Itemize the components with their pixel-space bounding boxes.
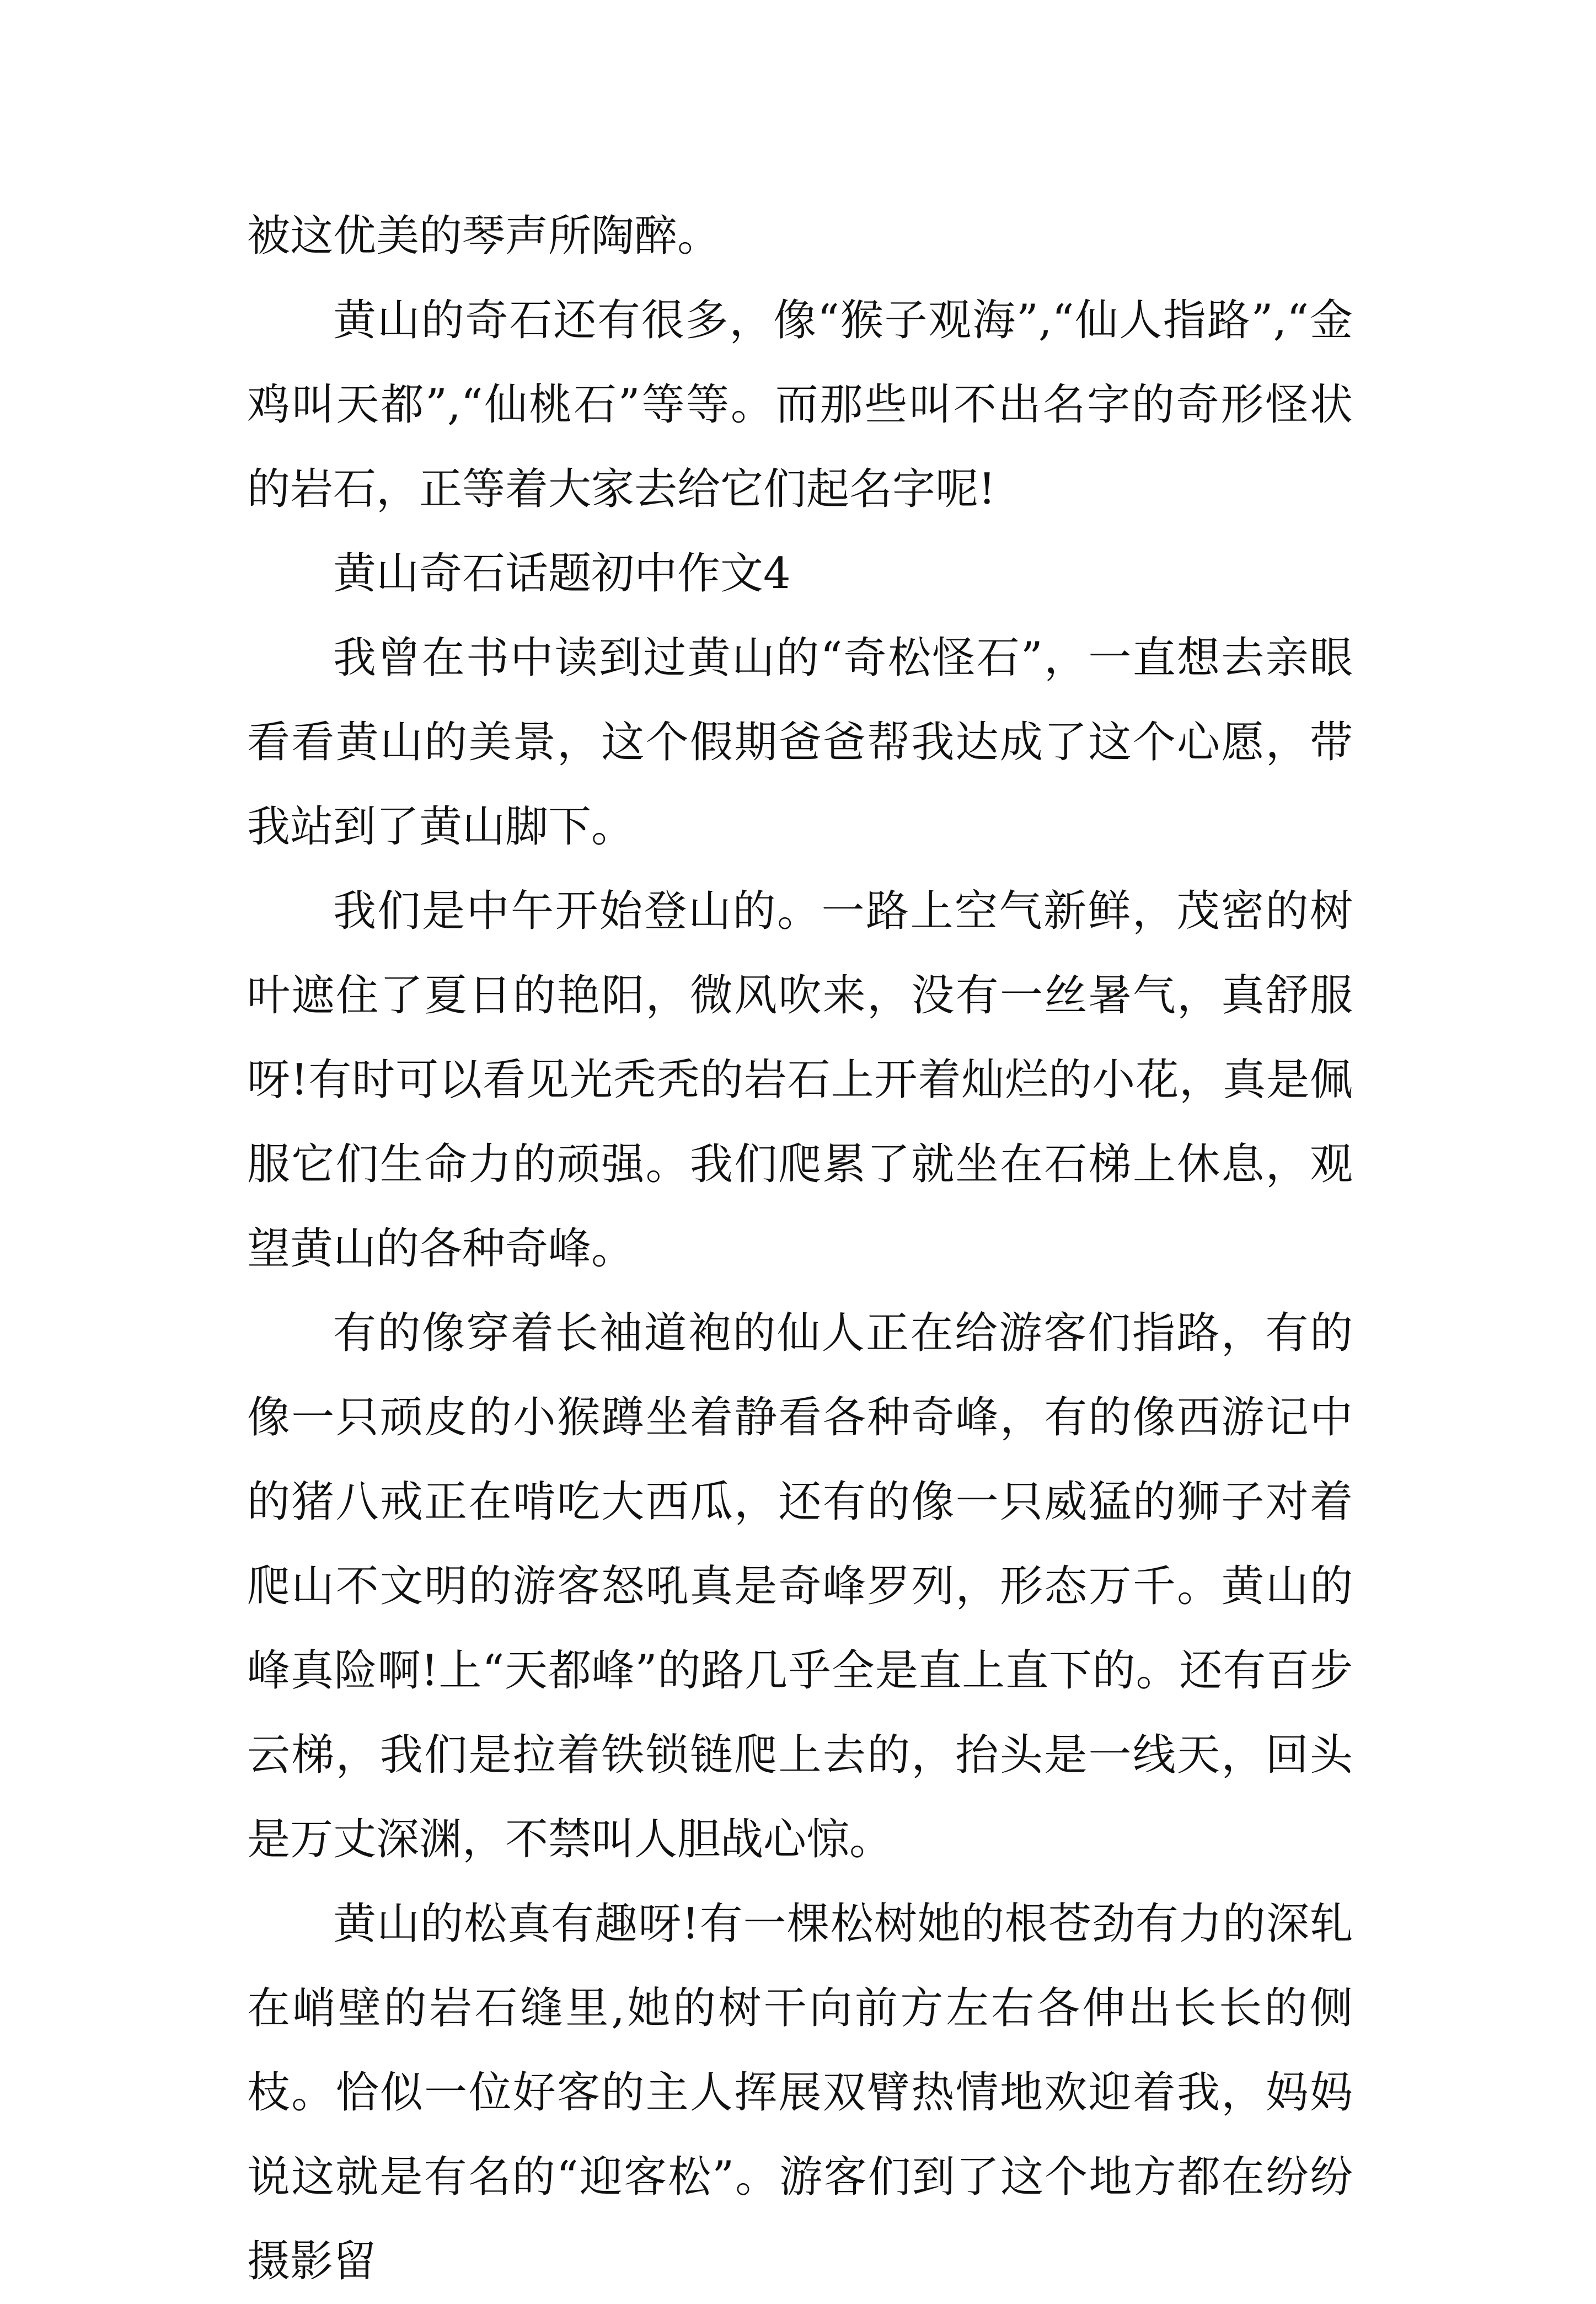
paragraph-peaks: 有的像穿着长袖道袍的仙人正在给游客们指路，有的像一只顽皮的小猴蹲坐着静看各种奇峰，有的像西游记中的猪八戒正在啃吃大西瓜，还有的像一只威猛的狮子对着爬山不文明的游客怒吼真是奇峰罗列，形态万千。黄山的峰真险啊!上“天都峰”的路几乎全是直上直下的。还有百步云梯，我们是拉着铁锁链爬上去的，抬头是一线天，回头是万丈深渊，不禁叫人胆战心惊。 [247,1308,1353,1864]
essay-title-4: 黄山奇石话题初中作文4 [333,549,791,598]
paragraph-pines: 黄山的松真有趣呀!有一棵松树她的根苍劲有力的深轧在峭壁的岩石缝里,她的树干向前方左右各伸出长长的侧枝。恰似一位好客的主人挥展双臂热情地欢迎着我，妈妈说这就是有名的“迎客松”。游客们到了这个地方都在纷纷摄影留 [247,1899,1353,2286]
paragraph-continuation: 被这优美的琴声所陶醉。 [247,211,721,261]
paragraph-climbing: 我们是中午开始登山的。一路上空气新鲜，茂密的树叶遮住了夏日的艳阳，微风吹来，没有一丝暑气，真舒服呀!有时可以看见光秃秃的岩石上开着灿烂的小花，真是佩服它们生命力的顽强。我们爬累了就坐在石梯上休息，观望黄山的各种奇峰。 [247,886,1353,1274]
paragraph-intro: 我曾在书中读到过黄山的“奇松怪石”，一直想去亲眼看看黄山的美景，这个假期爸爸帮我达成了这个心愿，带我站到了黄山脚下。 [247,633,1353,852]
paragraph-strange-rocks: 黄山的奇石还有很多，像“猴子观海”,“仙人指路”,“金鸡叫天都”,“仙桃石”等等。而那些叫不出名字的奇形怪状的岩石，正等着大家去给它们起名字呢! [247,296,1353,514]
essay-body [247,194,1353,2304]
